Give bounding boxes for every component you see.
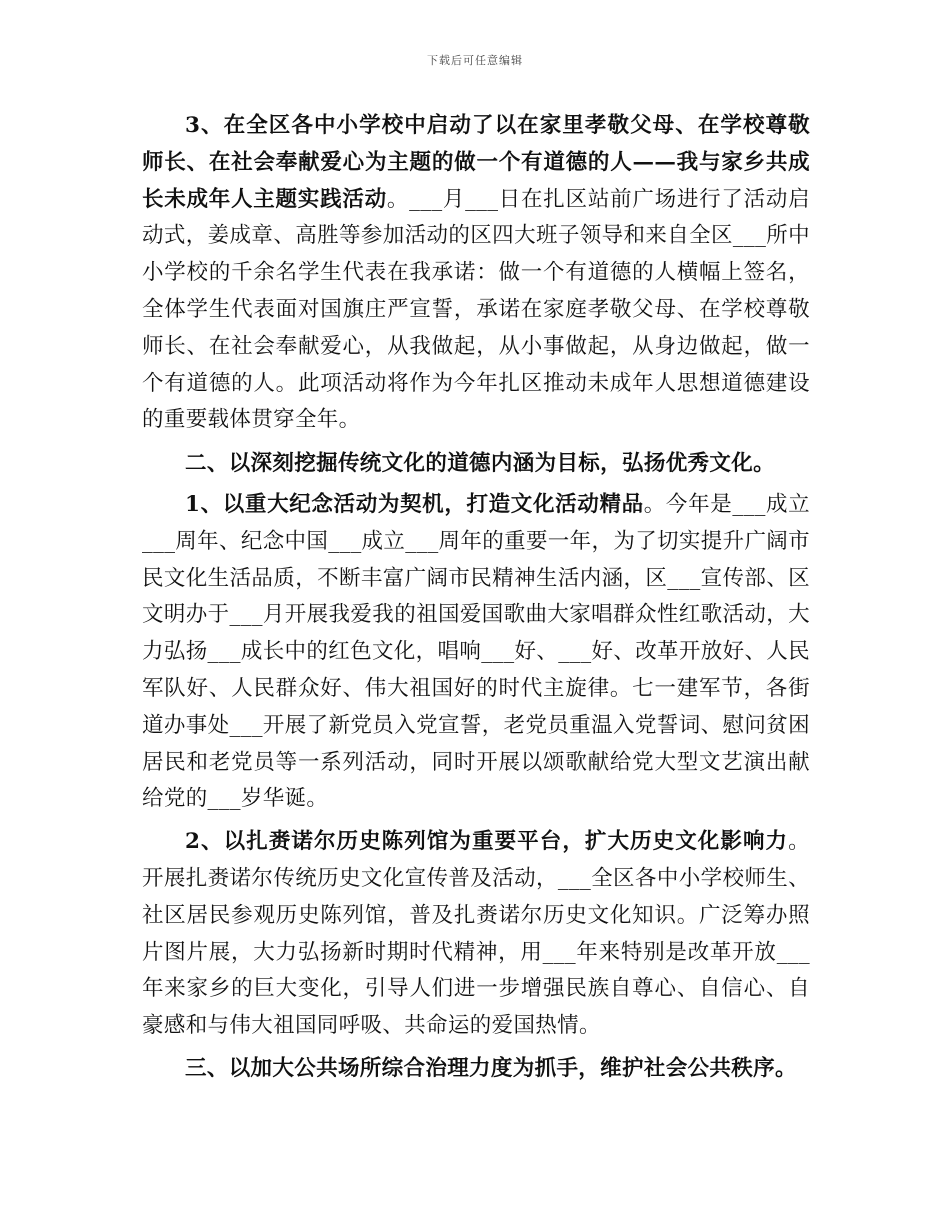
paragraph-lead: 1、以重大纪念活动为契机，打造文化活动精品 xyxy=(185,491,644,517)
header-note: 下载后可任意编辑 xyxy=(427,54,523,67)
section-heading-public-order: 三、以加大公共场所综合治理力度为抓手，维护社会公共秩序。 xyxy=(185,1055,797,1081)
paragraph-lead: 3、在全区各中小学校中启动了以在家里孝敬父母、在学校尊敬师长、在社会奉献爱心为主题的做一个有道德的人——我与家乡共成长未成年人主题实践活动 xyxy=(142,113,810,212)
paragraph-history-museum xyxy=(142,824,810,1045)
paragraph-text: 。___月___日在扎区站前广场进行了活动启动式，姜成章、高胜等参加活动的区四大班子领导和来自全区___所中小学校的千余名学生代表在我承诺：做一个有道德的人横幅上签名，全体学生代表面对国旗庄严宣誓，承诺在家庭孝敬父母、在学校尊敬师长、在社会奉献爱心，从我做起，从小事做起，从身边做起，做一个有道德的人。此项活动将作为今年扎区推动未成年人思想道德建设的重要载体贯穿全年。 xyxy=(142,186,811,433)
section-heading-culture: 二、以深刻挖掘传统文化的道德内涵为目标，弘扬优秀文化。 xyxy=(185,451,775,477)
paragraph-lead: 2、以扎赉诺尔历史陈列馆为重要平台，扩大历史文化影响力 xyxy=(185,829,789,855)
paragraph-activity-launch xyxy=(142,108,810,439)
document-body xyxy=(142,108,810,1088)
paragraph-text: 。开展扎赉诺尔传统历史文化宣传普及活动，___全区各中小学校师生、社区居民参观历史陈列馆，普及扎赉诺尔历史文化知识。广泛筹办照片图片展，大力弘扬新时期时代精神，用___年来特别是改革开放___年来家乡的巨大变化，引导人们进一步增强民族自尊心、自信心、自豪感和与伟大祖国同呼吸、共命运的爱国热情。 xyxy=(142,829,810,1039)
paragraph-commemorative-activities xyxy=(142,487,810,818)
paragraph-text: 。今年是___成立___周年、纪念中国___成立___周年的重要一年，为了切实提升广阔市民文化生活品质，不断丰富广阔市民精神生活内涵，区___宣传部、区文明办于___月开展我爱我的祖国爱国歌曲大家唱群众性红歌活动，大力弘扬___成长中的红色文化，唱响___好、___好、改革开放好、人民军队好、人民群众好、伟大祖国好的时代主旋律。七一建军节，各街道办事处___开展了新党员入党宣誓，老党员重温入党誓词、慰问贫困居民和老党员等一系列活动，同时开展以颂歌献给党大型文艺演出献给党的___岁华诞。 xyxy=(142,491,811,812)
